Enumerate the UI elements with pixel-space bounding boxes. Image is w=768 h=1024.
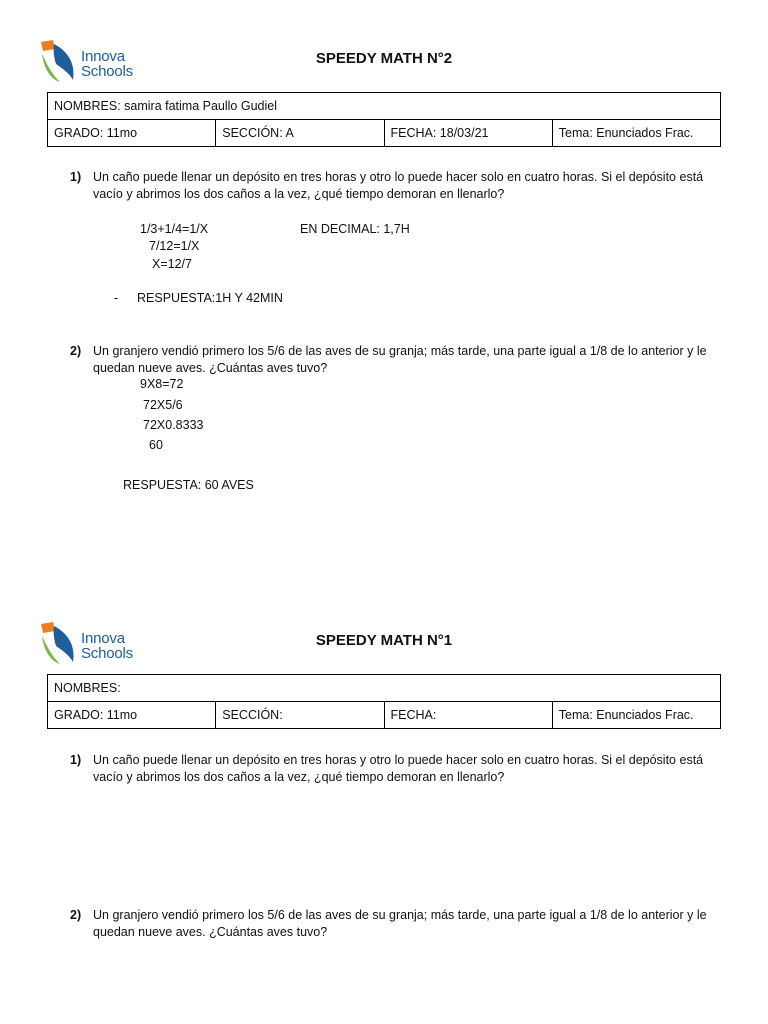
question-number: 1)	[70, 753, 82, 767]
question-number: 1)	[70, 170, 82, 184]
work-line: 72X0.8333	[143, 418, 204, 432]
work-line: 72X5/6	[143, 398, 183, 412]
fecha-field: FECHA: 18/03/21	[384, 120, 552, 147]
work-line: 60	[149, 438, 163, 452]
answer-text: RESPUESTA:1H Y 42MIN	[137, 291, 283, 305]
question-text: Un caño puede llenar un depósito en tres horas y otro lo puede hacer solo en cuatro horas. Si el depósito está vacío y abrimos los dos caños a la vez, ¿qué tiempo demoran en llenarlo?	[93, 170, 704, 201]
page-title: SPEEDY MATH N°1	[315, 632, 453, 649]
logo-text-schools: Schools	[81, 63, 133, 80]
student-info-table	[47, 92, 721, 147]
logo-text-innova: Innova	[81, 630, 125, 647]
answer-text: RESPUESTA: 60 AVES	[123, 478, 254, 492]
question-text: Un granjero vendió primero los 5/6 de las aves de su granja; más tarde, una parte igual a 1/8 de lo anterior y le quedan nueve aves. ¿Cuántas aves tuvo?	[93, 908, 707, 939]
fecha-field: FECHA:	[384, 702, 552, 729]
question-number: 2)	[70, 344, 82, 358]
table-row	[48, 675, 721, 702]
table-row	[48, 93, 721, 120]
tema-field: Tema: Enunciados Frac.	[552, 120, 720, 147]
question-number: 2)	[70, 908, 82, 922]
logo-text-schools: Schools	[81, 645, 133, 662]
seccion-field: SECCIÓN: A	[216, 120, 384, 147]
answer-bullet: -	[114, 291, 119, 305]
nombres-field: NOMBRES:	[48, 675, 721, 702]
page-title: SPEEDY MATH N°2	[315, 50, 453, 67]
work-line: X=12/7	[152, 257, 192, 271]
logo-text-innova: Innova	[81, 48, 125, 65]
decimal-result: EN DECIMAL: 1,7H	[300, 222, 410, 236]
nombres-field: NOMBRES: samira fatima Paullo Gudiel	[48, 93, 721, 120]
table-row	[48, 702, 721, 729]
work-line: 9X8=72	[140, 377, 184, 391]
question-text: Un granjero vendió primero los 5/6 de las aves de su granja; más tarde, una parte igual a 1/8 de lo anterior y le quedan nueve aves. ¿Cuántas aves tuvo?	[93, 344, 707, 375]
work-line: 7/12=1/X	[149, 239, 200, 253]
table-row	[48, 120, 721, 147]
question-text: Un caño puede llenar un depósito en tres horas y otro lo puede hacer solo en cuatro horas. Si el depósito está vacío y abrimos los dos caños a la vez, ¿qué tiempo demoran en llenarlo?	[93, 753, 704, 784]
grado-field: GRADO: 11mo	[48, 702, 216, 729]
seccion-field: SECCIÓN:	[216, 702, 384, 729]
tema-field: Tema: Enunciados Frac.	[552, 702, 720, 729]
student-info-table	[47, 674, 721, 729]
work-line: 1/3+1/4=1/X	[140, 222, 209, 236]
grado-field: GRADO: 11mo	[48, 120, 216, 147]
